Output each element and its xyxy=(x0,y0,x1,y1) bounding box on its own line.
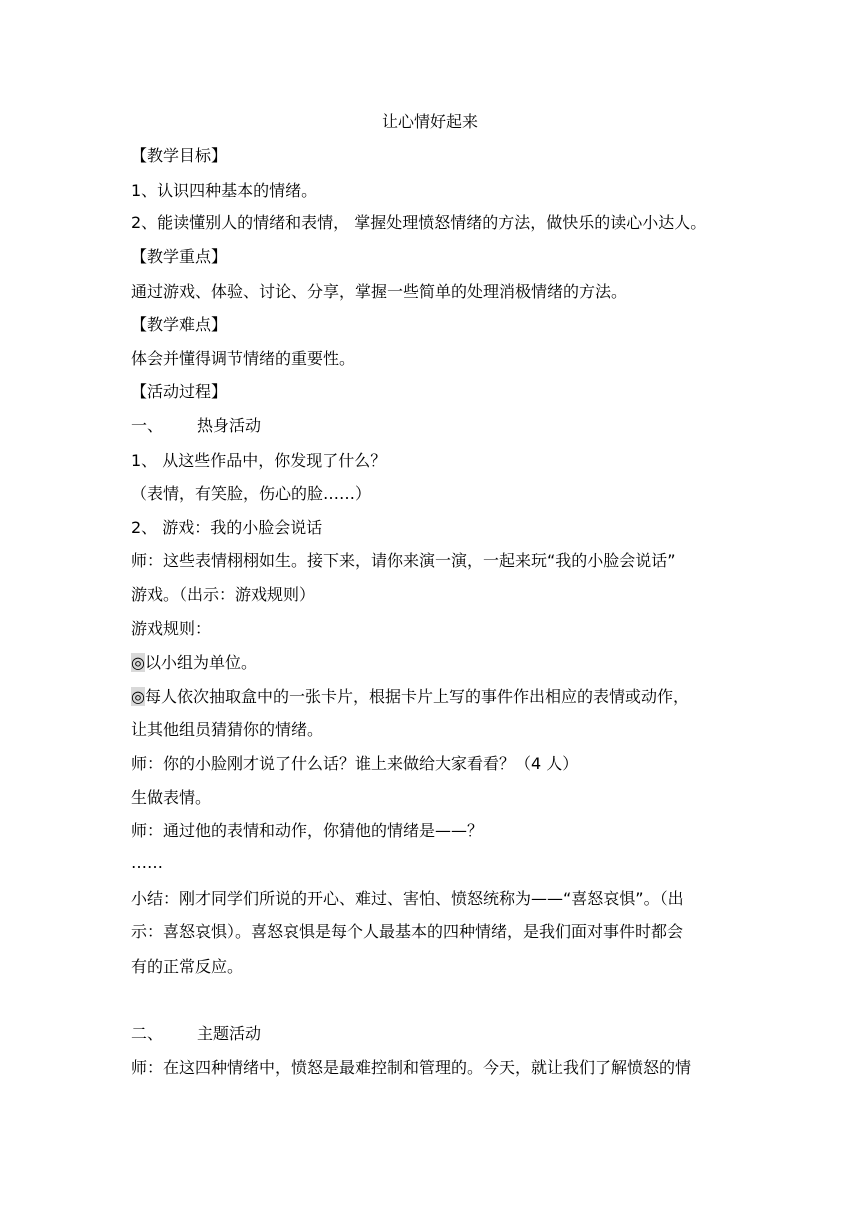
focus-text: 通过游戏、体验、讨论、分享，掌握一些简单的处理消极情绪的方法。 xyxy=(131,282,628,301)
ellipsis-line: …… xyxy=(131,853,163,872)
section-2-heading xyxy=(131,1023,261,1045)
rule-1-text: 以小组为单位。 xyxy=(144,653,257,672)
section-2-number: 二、 xyxy=(131,1024,164,1043)
question-1: 1、 从这些作品中，你发现了什么？ xyxy=(131,451,387,470)
section-2-title: 主题活动 xyxy=(197,1024,262,1043)
summary-line-2: 示：喜怒哀惧）。喜怒哀惧是每个人最基本的四种情绪，是我们面对事件时都会 xyxy=(131,922,684,941)
question-1-answer: （表情，有笑脸，伤心的脸……） xyxy=(131,484,372,503)
summary-line-1: 小结：刚才同学们所说的开心、难过、害怕、愤怒统称为——“喜怒哀惧”。（出 xyxy=(131,889,684,908)
section-1-title: 热身活动 xyxy=(197,416,262,435)
section-1-heading xyxy=(131,415,261,437)
rules-heading: 游戏规则： xyxy=(131,619,212,638)
teacher-line-1b: 游戏。（出示：游戏规则） xyxy=(131,585,316,604)
rule-2-text: 每人依次抽取盒中的一张卡片，根据卡片上写的事件作出相应的表情或动作， xyxy=(144,687,689,706)
difficulty-heading: 【教学难点】 xyxy=(131,315,228,334)
page-title: 让心情好起来 xyxy=(381,112,478,131)
rule-1 xyxy=(131,652,257,674)
summary-line-3: 有的正常反应。 xyxy=(131,957,244,976)
teacher-line-4: 师：在这四种情绪中，愤怒是最难控制和管理的。今天，就让我们了解愤怒的情 xyxy=(131,1058,692,1077)
process-heading: 【活动过程】 xyxy=(131,382,228,401)
goal-heading: 【教学目标】 xyxy=(131,146,228,165)
student-line-1: 生做表情。 xyxy=(131,788,212,807)
goal-item-2: 2、能读懂别人的情绪和表情， 掌握处理愤怒情绪的方法，做快乐的读心小达人。 xyxy=(131,213,707,232)
teacher-line-2: 师：你的小脸刚才说了什么话？谁上来做给大家看看？（4 人） xyxy=(131,754,579,773)
focus-heading: 【教学重点】 xyxy=(131,247,228,266)
rule-2 xyxy=(131,686,689,708)
goal-item-1: 1、认识四种基本的情绪。 xyxy=(131,181,318,200)
difficulty-text: 体会并懂得调节情绪的重要性。 xyxy=(131,349,356,368)
question-2: 2、 游戏：我的小脸会说话 xyxy=(131,518,323,537)
teacher-line-3: 师：通过他的表情和动作，你猜他的情绪是——？ xyxy=(131,821,484,840)
section-1-number: 一、 xyxy=(131,416,164,435)
teacher-line-1a: 师：这些表情栩栩如生。接下来，请你来演一演，一起来玩“我的小脸会说话” xyxy=(131,551,676,570)
bullet-icon: ◎ xyxy=(131,653,145,672)
rule-2-continued: 让其他组员猜猜你的情绪。 xyxy=(131,720,324,739)
bullet-icon: ◎ xyxy=(131,687,145,706)
